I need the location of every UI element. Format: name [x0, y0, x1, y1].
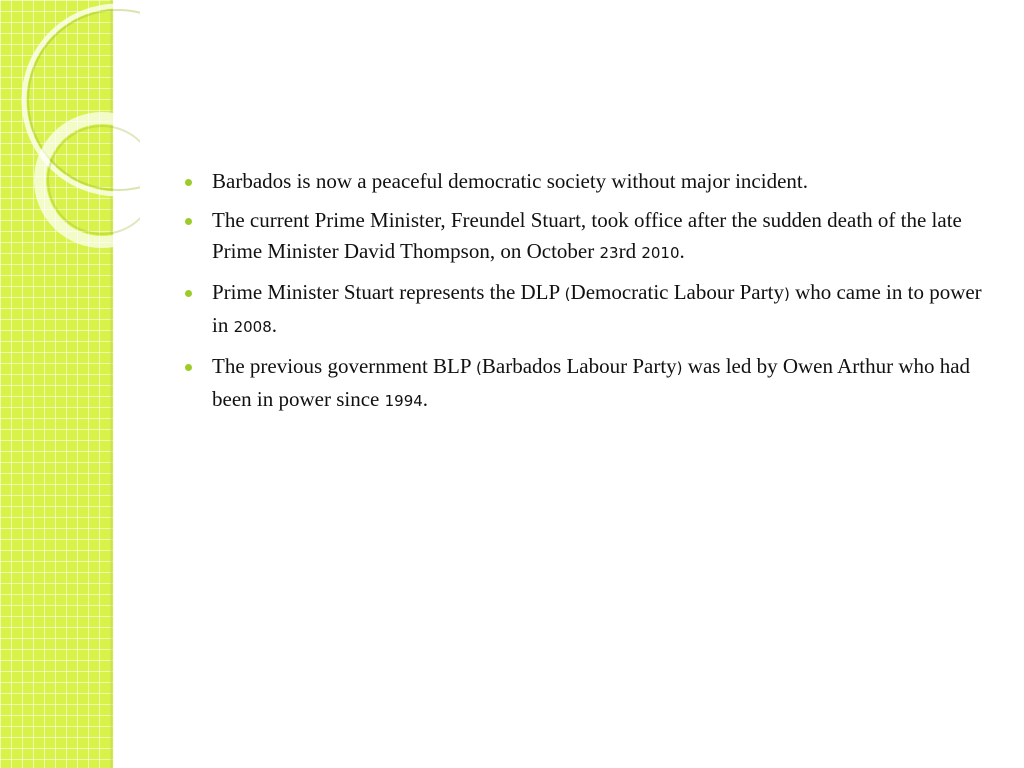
bullet-paren: (	[476, 359, 482, 377]
bullet-number: 1994	[384, 392, 423, 410]
bullet-text: was led by Owen Arthur who had been in power since	[212, 354, 971, 411]
bullet-number: 2010	[641, 244, 680, 262]
bullet-item	[184, 205, 984, 269]
decorative-circles-icon	[0, 0, 140, 280]
bullet-paren: )	[783, 285, 790, 303]
bullet-text: The previous government BLP	[212, 354, 477, 378]
bullet-text: rd	[618, 239, 642, 263]
bullet-number: 23	[599, 244, 619, 262]
bullet-text: who came in to power in	[212, 280, 982, 337]
bullet-text: .	[422, 387, 429, 411]
bullet-text: Democratic Labour Party	[570, 280, 784, 304]
bullet-number: 2008	[233, 318, 272, 336]
bullet-dot-icon	[185, 179, 192, 186]
bullet-text: .	[271, 313, 278, 337]
bullet-text: Barbados Labour Party	[481, 354, 677, 378]
bullet-text: Prime Minister Stuart represents the DLP	[212, 280, 565, 304]
bullet-paren: )	[676, 359, 683, 377]
bullet-dot-icon	[185, 218, 192, 225]
bullet-dot-icon	[185, 290, 192, 297]
bullet-paren: (	[564, 285, 571, 303]
slide-body	[184, 166, 984, 425]
bullet-item	[184, 277, 984, 343]
bullet-dot-icon	[185, 364, 192, 371]
bullet-list	[184, 166, 984, 417]
bullet-item	[184, 166, 984, 197]
bullet-text: .	[679, 239, 685, 263]
bullet-text: The current Prime Minister, Freundel Stuart, took office after the sudden death of the late Prime Minister David Thompson, on October	[212, 208, 962, 263]
bullet-text: Barbados is now a peaceful democratic society without major incident.	[212, 169, 808, 193]
bullet-item	[184, 351, 984, 417]
